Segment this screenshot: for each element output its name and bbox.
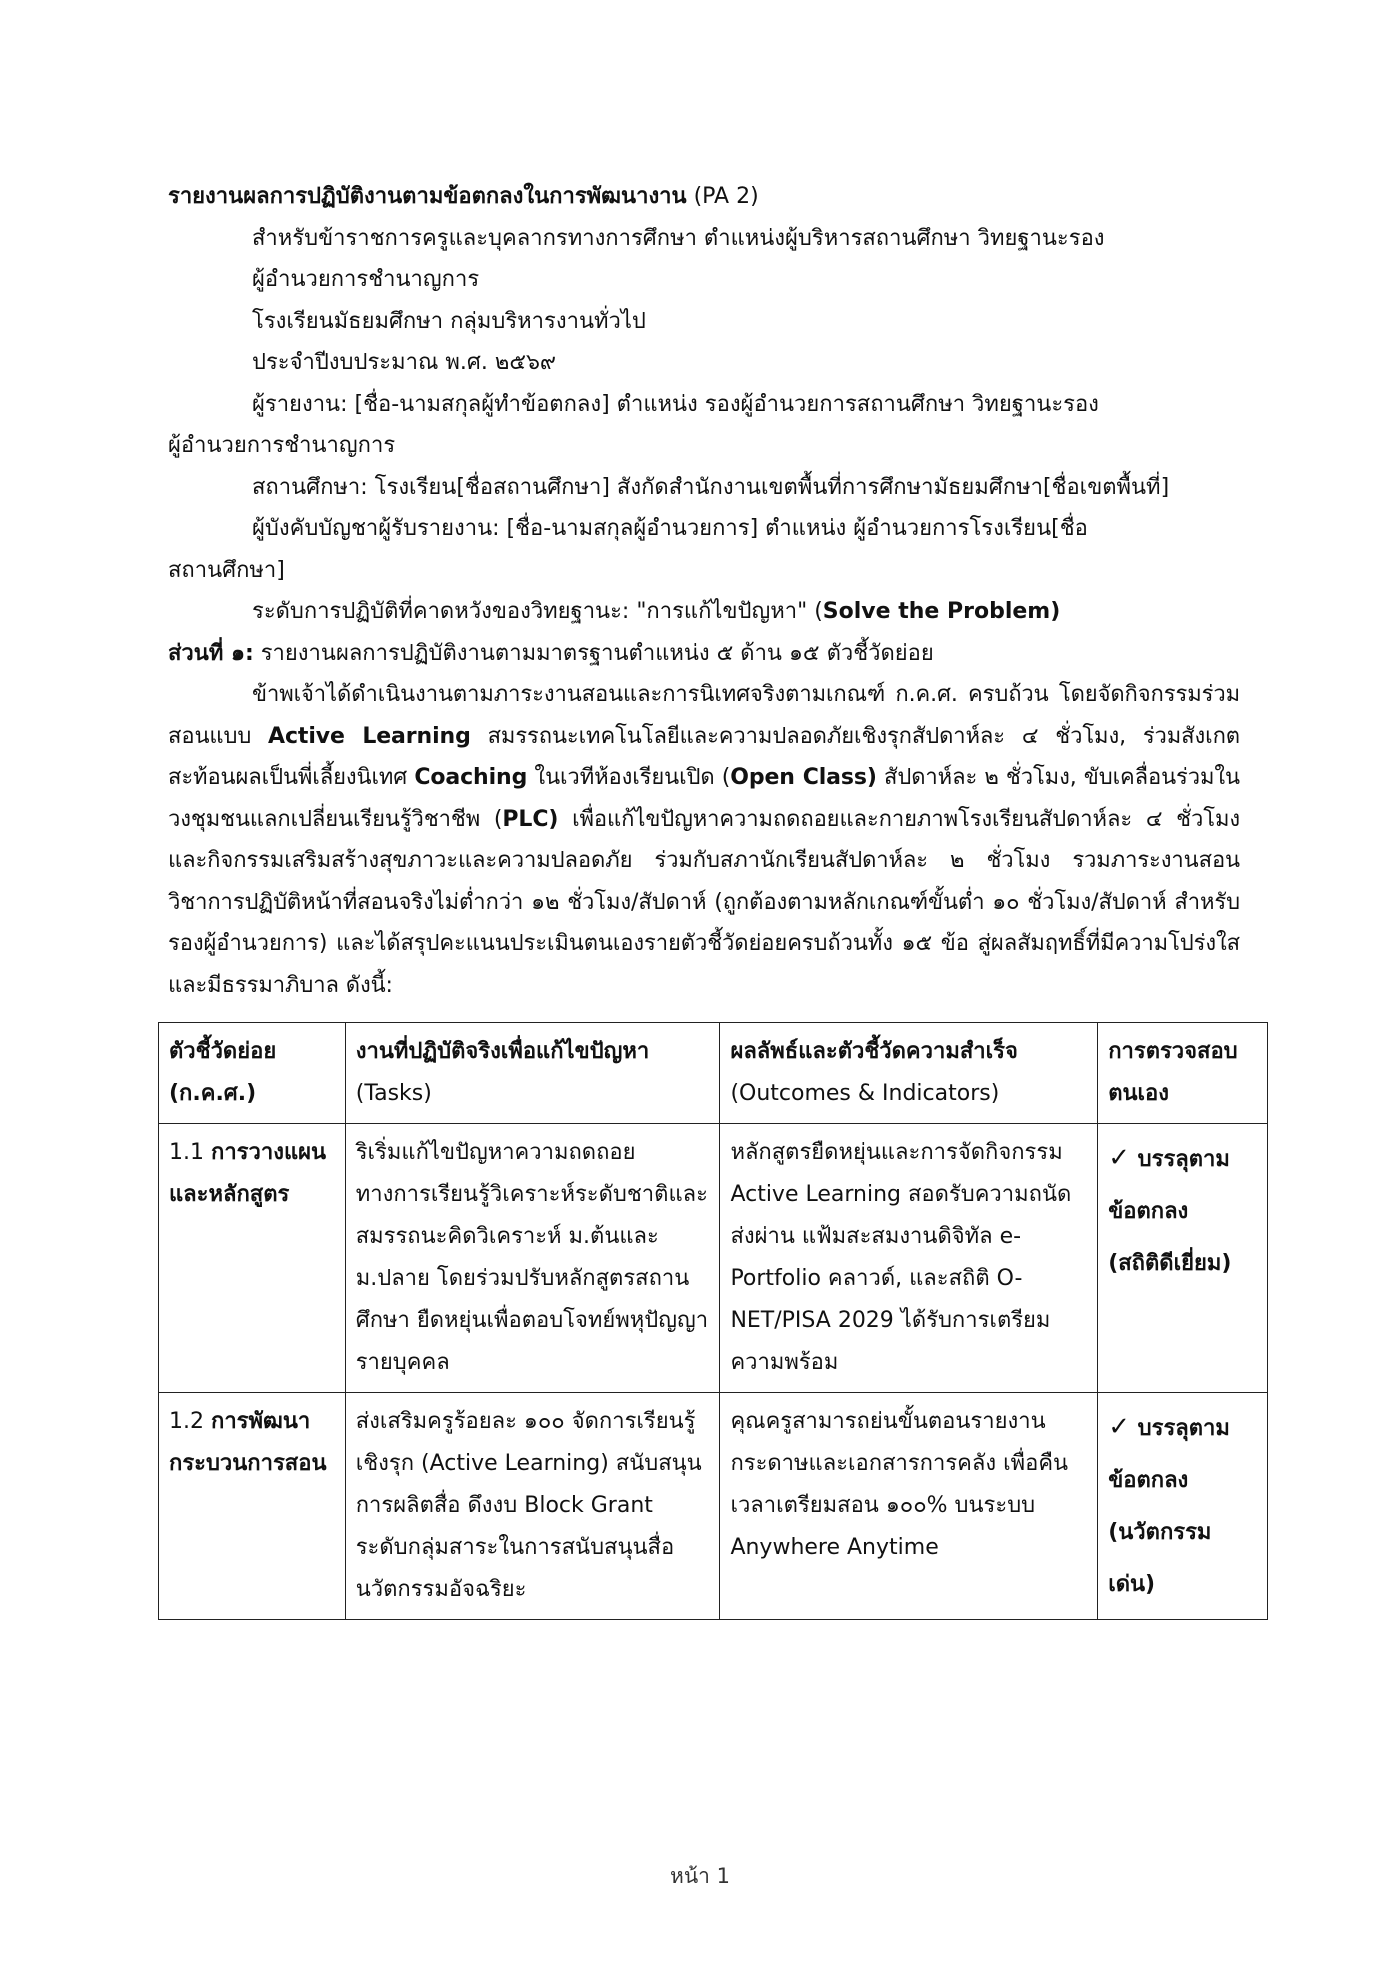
school-type: โรงเรียนมัธยมศึกษา กลุ่มบริหารงานทั่วไป [252,308,646,334]
reporter-line: ผู้รายงาน: [ชื่อ-นามสกุลผู้ทำข้อตกลง] ตำแหน่ง รองผู้อำนวยการสถานศึกษา วิทยฐานะรอง [252,391,1099,417]
fiscal-year: ประจำปีงบประมาณ พ.ศ. ๒๕๖๙ [252,350,557,375]
self-check-cell [1098,1124,1268,1393]
header-outcomes: ผลลัพธ์และตัวชี้วัดความสำเร็จ (Outcomes & Indicators) [720,1023,1098,1124]
body-paragraph: ข้าพเจ้าได้ดำเนินงานตามภาระงานสอนและการนิเทศจริงตามเกณฑ์ ก.ค.ศ. ครบถ้วน โดยจัดกิจกรรมร่วมสอนแบบ Active Learning สมรรถนะเทคโนโลยีและความปลอดภัยเชิงรุกสัปดาห์ละ ๔ ชั่วโมง, ร่วมสังเกตสะท้อนผลเป็นพี่เลี้ยงนิเทศ Coaching ในเวทีห้องเรียนเปิด (Open Class) สัปดาห์ละ ๒ ชั่วโมง, ขับเคลื่อนร่วมในวงชุมชนแลกเปลี่ยนเรียนรู้วิชาชีพ (PLC) เพื่อแก้ไขปัญหาความถดถอยและกายภาพโรงเรียนสัปดาห์ละ ๔ ชั่วโมง และกิจกรรมเสริมสร้างสุขภาวะและความปลอดภัย ร่วมกับสภานักเรียนสัปดาห์ละ ๒ ชั่วโมง รวมภาระงานสอนวิชาการปฏิบัติหน้าที่สอนจริงไม่ต่ำกว่า ๑๒ ชั่วโมง/สัปดาห์ (ถูกต้องตามหลักเกณฑ์ขั้นต่ำ ๑๐ ชั่วโมง/สัปดาห์ สำหรับรองผู้อำนวยการ) และได้สรุปคะแนนประเมินตนเองรายตัวชี้วัดย่อยครบถ้วนทั้ง ๑๕ ข้อ สู่ผลสัมฤทธิ์ที่มีความโปร่งใสและมีธรรมาภิบาล ดังนี้: [168,682,1240,998]
part-heading: ส่วนที่ ๑: รายงานผลการปฏิบัติงานตามมาตรฐานตำแหน่ง ๕ ด้าน ๑๕ ตัวชี้วัดย่อย [168,640,934,666]
outcomes-cell: หลักสูตรยืดหยุ่นและการจัดกิจกรรม Active Learning สอดรับความถนัดส่งผ่าน แฟ้มสะสมงานดิจิทัล e-Portfolio คลาวด์, และสถิติ O-NET/PISA 2029 ได้รับการเตรียมความพร้อม [720,1124,1098,1393]
self-check-cell [1098,1393,1268,1620]
status-note: (นวัตกรรมเด่น) [1108,1520,1212,1597]
outcomes-cell: คุณครูสามารถย่นขั้นตอนรายงานกระดาษและเอกสารการคลัง เพื่อคืนเวลาเตรียมสอน ๑๐๐% บนระบบ Anywhere Anytime [720,1393,1098,1620]
status-text: บรรลุตามข้อตกลง [1108,1147,1230,1224]
table-row [159,1124,1268,1393]
supervisor-line: ผู้บังคับบัญชาผู้รับรายงาน: [ชื่อ-นามสกุลผู้อำนวยการ] ตำแหน่ง ผู้อำนวยการโรงเรียน[ชื่อ [252,516,1088,541]
tasks-cell: ส่งเสริมครูร้อยละ ๑๐๐ จัดการเรียนรู้เชิงรุก (Active Learning) สนับสนุนการผลิตสื่อ ดึงงบ Block Grant ระดับกลุ่มสาระในการสนับสนุนสื่อนวัตกรรมอัจฉริยะ [345,1393,720,1620]
target-position-line: สำหรับข้าราชการครูและบุคลากรทางการศึกษา ตำแหน่งผู้บริหารสถานศึกษา วิทยฐานะรอง [252,225,1105,251]
indicator-table [158,1022,1268,1620]
status-note: (สถิติดีเยี่ยม) [1108,1251,1232,1276]
report-title: รายงานผลการปฏิบัติงานตามข้อตกลงในการพัฒนางาน (PA 2) [168,184,759,209]
status-text: บรรลุตามข้อตกลง [1108,1416,1230,1493]
check-icon: ✓ [1108,1143,1130,1173]
page-number: หน้า 1 [669,1864,731,1888]
header-indicator: ตัวชี้วัดย่อย (ก.ค.ศ.) [159,1023,346,1124]
table-row [159,1393,1268,1620]
table-header-row [159,1023,1268,1124]
institution-line: สถานศึกษา: โรงเรียน[ชื่อสถานศึกษา] สังกัดสำนักงานเขตพื้นที่การศึกษามัธยมศึกษา[ชื่อเขตพื้นที่] [252,474,1170,500]
indicator-cell: 1.2 การพัฒนากระบวนการสอน [159,1393,346,1620]
indicator-cell: 1.1 การวางแผนและหลักสูตร [159,1124,346,1393]
check-icon: ✓ [1108,1412,1130,1442]
reporter-line-2: ผู้อำนวยการชำนาญการ [168,433,396,458]
report-header [168,176,1240,1006]
expected-level-line: ระดับการปฏิบัติที่คาดหวังของวิทยฐานะ: "การแก้ไขปัญหา" (Solve the Problem) [252,599,1061,624]
tasks-cell: ริเริ่มแก้ไขปัญหาความถดถอยทางการเรียนรู้วิเคราะห์ระดับชาติและสมรรถนะคิดวิเคราะห์ ม.ต้นและ ม.ปลาย โดยร่วมปรับหลักสูตรสถานศึกษา ยืดหยุ่นเพื่อตอบโจทย์พหุปัญญารายบุคคล [345,1124,720,1393]
target-position-line-2: ผู้อำนวยการชำนาญการ [252,267,480,292]
supervisor-line-2: สถานศึกษา] [168,557,285,583]
header-self-check: การตรวจสอบ ตนเอง [1098,1023,1268,1124]
header-tasks: งานที่ปฏิบัติจริงเพื่อแก้ไขปัญหา (Tasks) [345,1023,720,1124]
